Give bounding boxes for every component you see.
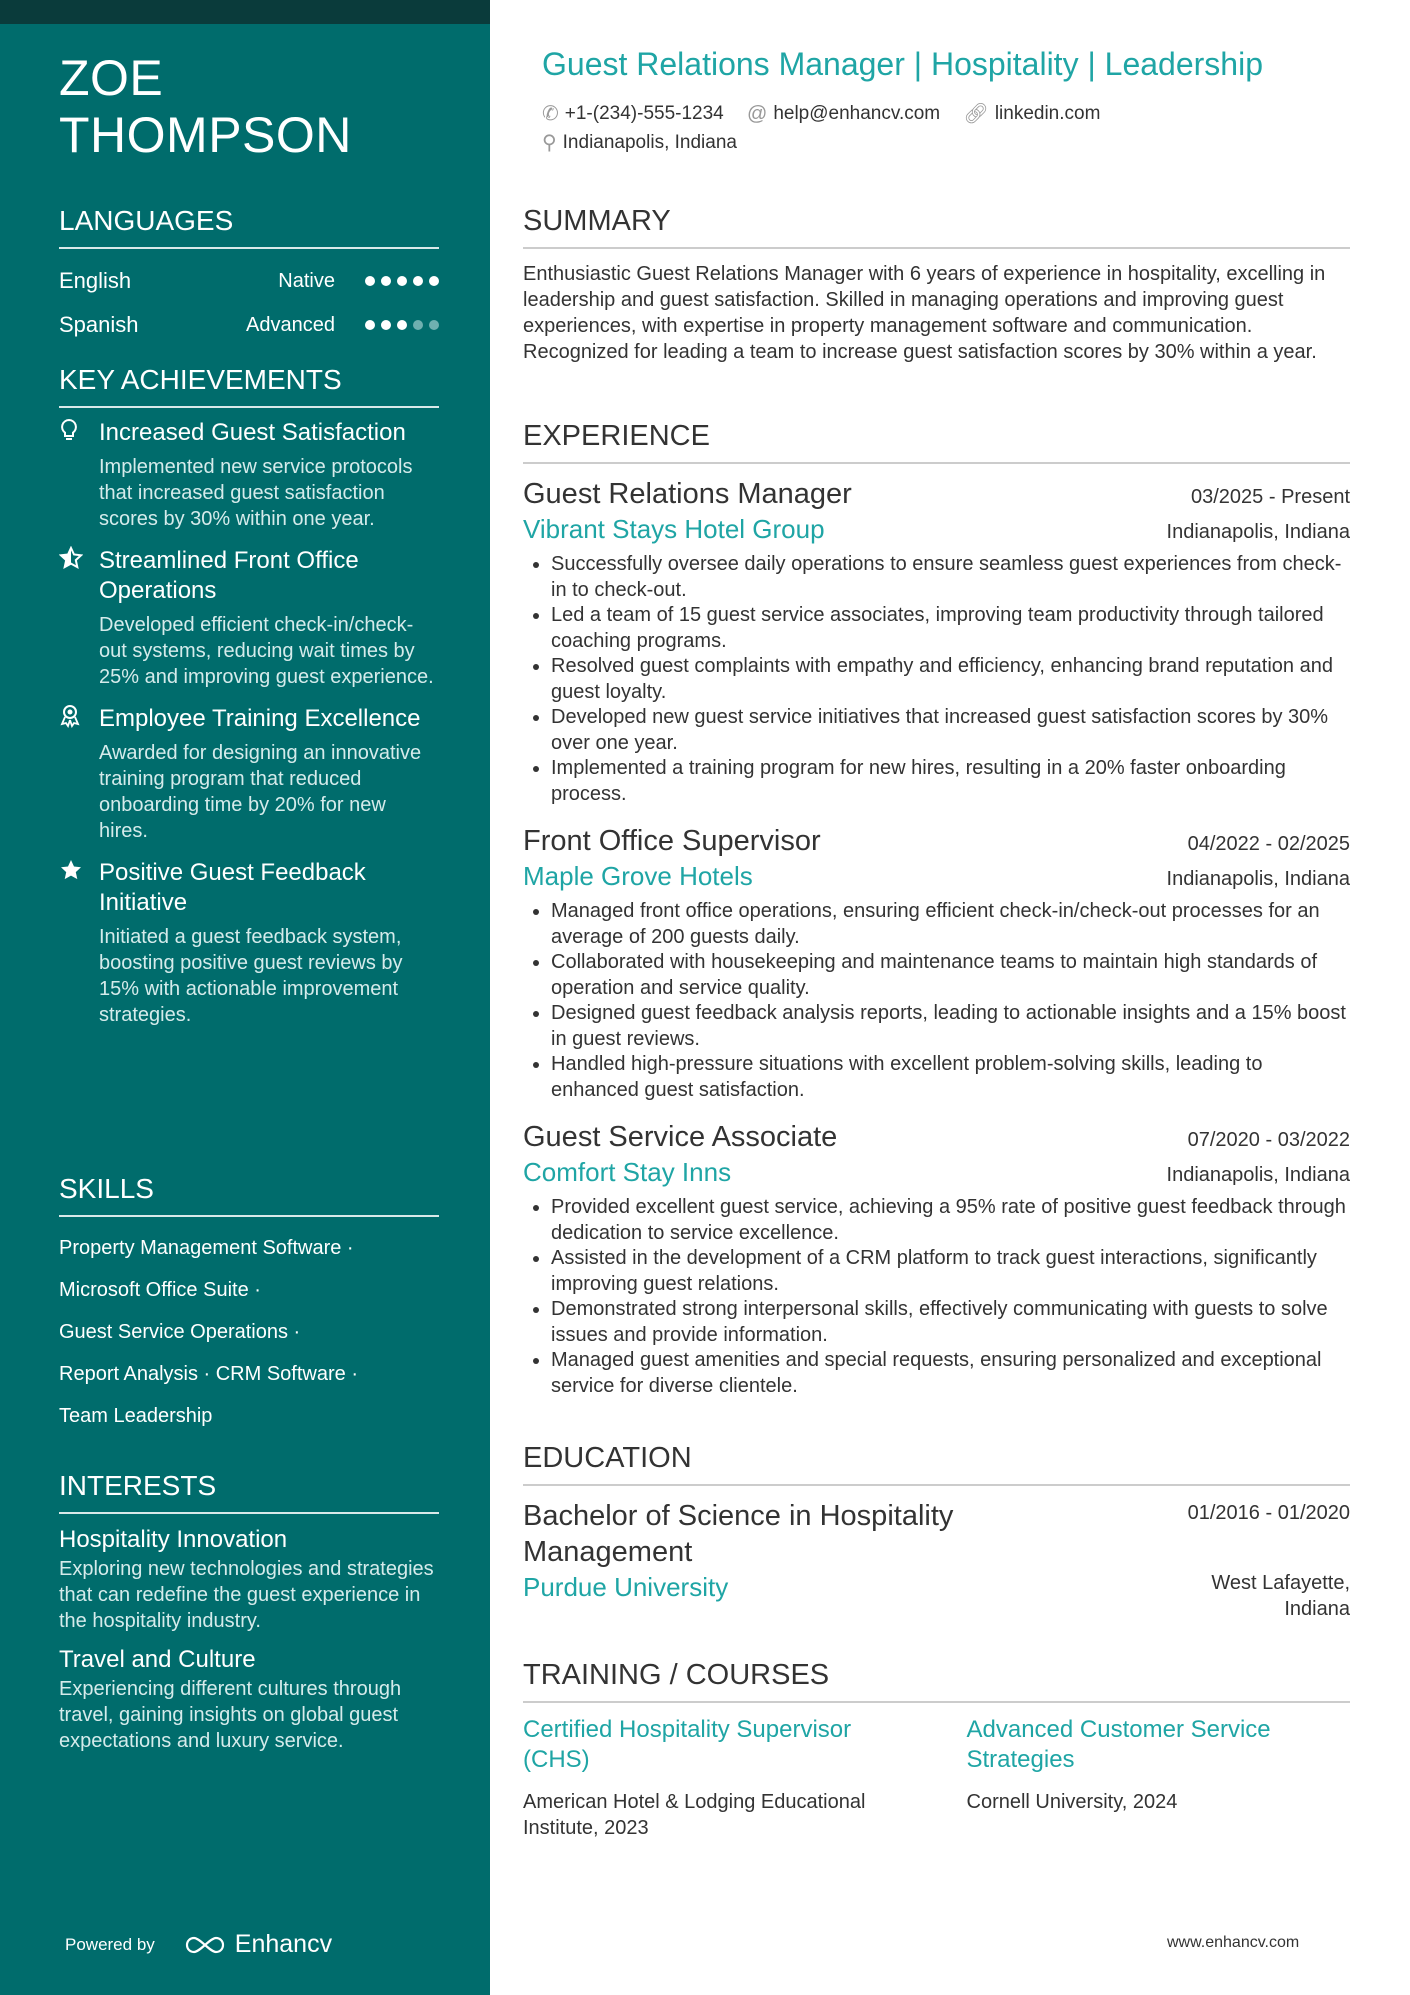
achievement-desc: Developed efficient check-in/check-out systems, reducing wait times by 25% and improving guest experience. [99,614,434,688]
job-dates: 04/2022 - 02/2025 [1187,833,1350,855]
bullet-item: • Led a team of 15 guest service associates, improving team productivity through tailored coaching programs. [551,603,1350,654]
achievement-title: Employee Training Excellence [99,705,421,732]
bullet-item: • Resolved guest complaints with empathy and efficiency, enhancing brand reputation and guest loyalty. [551,654,1350,705]
job-entry [523,1119,1350,1399]
achievement-title: Increased Guest Satisfaction [99,419,406,446]
degree-title: Bachelor of Science in Hospitality Management [523,1500,954,1568]
bullet-item: • Handled high-pressure situations with excellent problem-solving skills, leading to enhanced guest satisfaction. [551,1052,1350,1103]
email-text: help@enhancv.com [773,103,941,124]
lightbulb-icon [59,418,99,532]
language-level: Advanced [246,313,335,336]
language-name: Spanish [59,312,139,337]
location-pin-icon: ⚲ [542,132,557,154]
bullet-item: • Collaborated with housekeeping and maintenance teams to maintain high standards of operation and service quality. [551,950,1350,1001]
course-institution: American Hotel & Lodging Educational Institute, 2023 [523,1791,866,1839]
bullet-item: • Assisted in the development of a CRM platform to track guest interactions, significantly improving guest relations. [551,1246,1350,1297]
contact-info [542,100,1118,158]
job-location: Indianapolis, Indiana [1166,1164,1350,1186]
language-level: Native [278,269,335,292]
summary-heading: SUMMARY [523,203,1350,249]
education-dates: 01/2016 - 01/2020 [1187,1502,1350,1524]
course-item [967,1715,1351,1841]
skill-line: Report Analysis · CRM Software · [59,1363,358,1385]
job-bullets [523,899,1350,1103]
skill-line: Team Leadership [59,1405,213,1427]
job-entry [523,476,1350,807]
headline: Guest Relations Manager | Hospitality | Leadership [542,46,1263,82]
job-location: Indianapolis, Indiana [1166,868,1350,890]
interests-heading: INTERESTS [59,1468,439,1514]
link-icon: 🔗︎ [963,103,989,125]
powered-by-label: Powered by [65,1934,155,1954]
proficiency-dots [365,276,439,286]
course-item [523,1715,907,1841]
bullet-item: • Implemented a training program for new hires, resulting in a 20% faster onboarding process. [551,756,1350,807]
skills-heading: SKILLS [59,1171,439,1217]
skill-line: Property Management Software · [59,1237,354,1259]
education-heading: EDUCATION [523,1440,1350,1486]
interests-section [59,1468,439,1764]
phone-contact[interactable] [542,100,724,128]
email-contact[interactable] [747,100,940,128]
star-icon [59,858,99,1028]
sidebar [0,0,490,1995]
location-contact [542,129,737,157]
course-title: Advanced Customer Service Strategies [966,1716,1271,1773]
language-name: English [59,268,132,293]
language-row [59,303,439,347]
achievement-desc: Initiated a guest feedback system, boosting positive guest reviews by 15% with actionable improvement strategies. [99,926,403,1026]
star-half-icon [59,546,99,690]
company-name: Vibrant Stays Hotel Group [523,514,825,544]
skills-list [59,1227,439,1437]
name-first: ZOE [59,50,164,106]
languages-heading: LANGUAGES [59,203,439,249]
bullet-item: • Managed front office operations, ensuring efficient check-in/check-out processes for an average of 200 guests daily. [551,899,1350,950]
skill-line: Microsoft Office Suite · [59,1279,261,1301]
achievement-title: Positive Guest Feedback Initiative [99,859,366,916]
company-name: Comfort Stay Inns [523,1157,732,1187]
achievement-title: Streamlined Front Office Operations [99,547,359,604]
phone-text: +1-(234)-555-1234 [564,103,724,124]
job-title: Guest Service Associate [523,1121,838,1153]
interest-desc: Experiencing different cultures through travel, gaining insights on global guest expectations and luxury service. [59,1678,402,1752]
location-text: Indianapolis, Indiana [562,132,737,153]
job-bullets [523,552,1350,807]
interest-title: Hospitality Innovation [59,1526,288,1553]
candidate-name [59,50,352,164]
course-title: Certified Hospitality Supervisor (CHS) [523,1716,852,1773]
experience-heading: EXPERIENCE [523,418,1350,464]
job-dates: 03/2025 - Present [1191,486,1350,508]
award-icon [59,704,99,844]
phone-icon: ✆ [542,103,559,125]
experience-section [523,418,1350,1415]
proficiency-dots [365,320,439,330]
interest-desc: Exploring new technologies and strategies that can redefine the guest experience in the hospitality industry. [59,1558,434,1632]
achievement-item [59,418,439,532]
achievement-desc: Implemented new service protocols that increased guest satisfaction scores by 30% within one year. [99,456,413,530]
training-heading: TRAINING / COURSES [523,1657,1350,1703]
school-name: Purdue University [523,1572,729,1602]
languages-section [59,203,439,347]
education-section [523,1440,1350,1622]
name-last: THOMPSON [59,107,352,163]
training-section [523,1657,1350,1841]
job-title: Front Office Supervisor [523,825,821,857]
job-title: Guest Relations Manager [523,478,852,510]
job-dates: 07/2020 - 03/2022 [1187,1129,1350,1151]
achievements-section [59,362,439,1042]
bullet-item: • Managed guest amenities and special requests, ensuring personalized and exceptional service for diverse clientele. [551,1348,1350,1399]
company-name: Maple Grove Hotels [523,861,753,891]
achievement-item [59,704,439,844]
brand-logo[interactable] [183,1930,332,1959]
skill-line: Guest Service Operations · [59,1321,301,1343]
at-icon: @ [747,103,768,125]
linkedin-text: linkedin.com [994,103,1101,124]
summary-text: Enthusiastic Guest Relations Manager with 6 years of experience in hospitality, excelling in leadership and guest satisfaction. Skilled in managing operations and improving guest experiences, with expertise in property management software and communication. Recognized for leading a team to increase guest satisfaction scores by 30% within a year. [523,263,1326,363]
achievements-heading: KEY ACHIEVEMENTS [59,362,439,408]
summary-section [523,203,1350,365]
job-location: Indianapolis, Indiana [1166,521,1350,543]
job-bullets [523,1195,1350,1399]
bullet-item: • Successfully oversee daily operations to ensure seamless guest experiences from check-in to check-out. [551,552,1350,603]
footer-url[interactable]: www.enhancv.com [1167,1934,1300,1951]
job-entry [523,823,1350,1103]
linkedin-contact[interactable] [963,100,1100,128]
education-location: West Lafayette, Indiana [1211,1572,1350,1620]
sidebar-top-bar [0,0,490,24]
bullet-item: • Demonstrated strong interpersonal skills, effectively communicating with guests to solve issues and provide information. [551,1297,1350,1348]
bullet-item: • Provided excellent guest service, achieving a 95% rate of positive guest feedback through dedication to service excellence. [551,1195,1350,1246]
brand-name: Enhancv [234,1930,333,1958]
skills-section [59,1171,439,1437]
achievement-desc: Awarded for designing an innovative training program that reduced onboarding time by 20% for new hires. [99,742,422,842]
language-row [59,259,439,303]
achievement-item [59,546,439,690]
bullet-item: • Designed guest feedback analysis reports, leading to actionable insights and a 15% boost in guest reviews. [551,1001,1350,1052]
achievement-item [59,858,439,1028]
interest-title: Travel and Culture [59,1646,256,1673]
infinity-icon [183,1934,227,1956]
powered-by [65,1930,332,1959]
course-institution: Cornell University, 2024 [966,1791,1178,1813]
bullet-item: • Developed new guest service initiatives that increased guest satisfaction scores by 30% over one year. [551,705,1350,756]
